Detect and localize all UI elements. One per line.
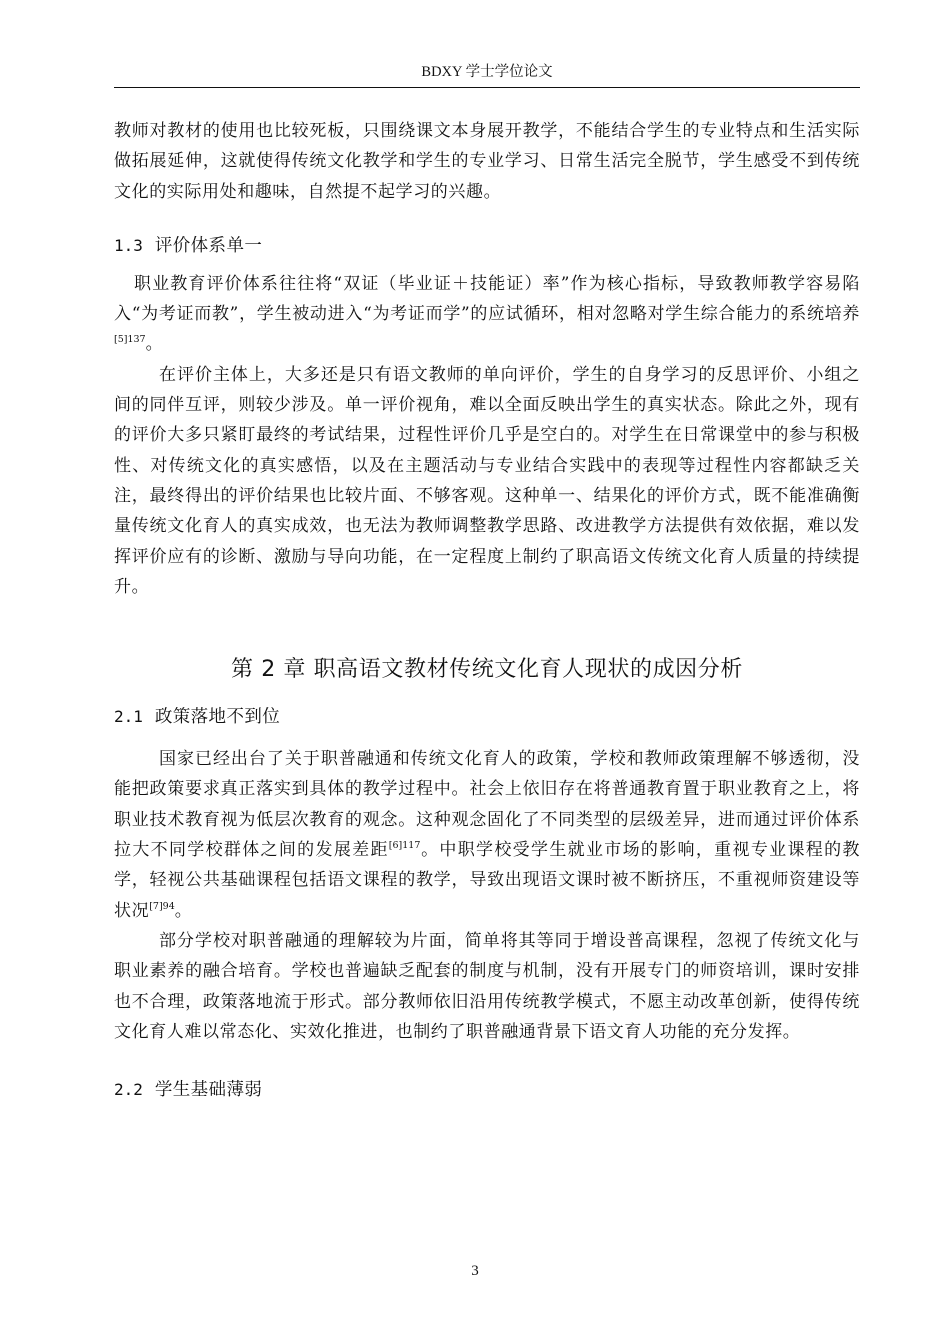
- paragraph-text: 职业教育评价体系往往将“双证（毕业证＋技能证）率”作为核心指标，导致教师教学容易陷入“为考证而教”，学生被动进入“为考证而学”的应试循环，相对忽略对学生综合能力的系统培养: [114, 273, 860, 325]
- paragraph-text: 。: [145, 334, 164, 355]
- citation: [7]94: [149, 900, 175, 912]
- page-body: [114, 116, 860, 1103]
- section-heading-2-2: [114, 1077, 860, 1103]
- paragraph-policy: [114, 744, 860, 926]
- section-number: 2.1: [114, 707, 143, 727]
- paragraph-text: 。: [174, 900, 193, 921]
- citation: [5]137: [114, 334, 146, 346]
- section-heading-2-1: [114, 704, 860, 730]
- paragraph-continuation: 教师对教材的使用也比较死板，只围绕课文本身展开教学，不能结合学生的专业特点和生活实际做拓展延伸，这就使得传统文化教学和学生的专业学习、日常生活完全脱节，学生感受不到传统文化的实际用处和趣味，自然提不起学习的兴趣。: [114, 121, 860, 202]
- page-number: 3: [471, 1263, 479, 1279]
- running-header: BDXY 学士学位论文: [421, 64, 553, 80]
- section-number: 2.2: [114, 1080, 143, 1100]
- paragraph-evaluation-intro: [114, 269, 860, 360]
- paragraph-policy-2: 部分学校对职普融通的理解较为片面，简单将其等同于增设普高课程，忽视了传统文化与职业素养的融合培育。学校也普遍缺乏配套的制度与机制，没有开展专门的师资培训，课时安排也不合理，政策落地流于形式。部分教师依旧沿用传统教学模式，不愿主动改革创新，使得传统文化育人难以常态化、实效化推进，也制约了职普融通背景下语文育人功能的充分发挥。: [114, 930, 860, 1042]
- paragraph-text: 国家已经出台了关于职普融通和传统文化育人的政策，学校和教师政策理解不够透彻，没能把政策要求真正落实到具体的教学过程中。社会上依旧存在将普通教育置于职业教育之上，将职业技术教育视为低层次教育的观念。这种观念固化了不同类型的层级差异，进而通过评价体系拉大不同学校群体之间的发展差距: [114, 749, 860, 861]
- section-number: 1.3: [114, 235, 143, 255]
- chapter-heading: 第 2 章 职高语文教材传统文化育人现状的成因分析: [231, 657, 743, 683]
- paragraph-text: 。中职学校受学生就业市场的影响，重视专业课程的教学，轻视公共基础课程包括语文课程的教学，导致出现语文课时被不断挤压，不重视师资建设等状况: [114, 840, 861, 921]
- citation: [6]117: [388, 840, 421, 852]
- header-rule: [114, 87, 860, 88]
- section-title: 学生基础薄弱: [154, 1080, 263, 1101]
- section-title: 评价体系单一: [154, 235, 263, 256]
- section-title: 政策落地不到位: [154, 707, 281, 728]
- section-heading-1-3: [114, 233, 860, 259]
- paragraph-evaluation-body: 在评价主体上，大多还是只有语文教师的单向评价，学生的自身学习的反思评价、小组之间的同伴互评，则较少涉及。单一评价视角，难以全面反映出学生的真实状态。除此之外，现有的评价大多只紧盯最终的考试结果，过程性评价几乎是空白的。对学生在日常课堂中的参与积极性、对传统文化的真实感悟，以及在主题活动与专业结合实践中的表现等过程性内容都缺乏关注，最终得出的评价结果也比较片面、不够客观。这种单一、结果化的评价方式，既不能准确衡量传统文化育人的真实成效，也无法为教师调整教学思路、改进教学方法提供有效依据，难以发挥评价应有的诊断、激励与导向功能，在一定程度上制约了职高语文传统文化育人质量的持续提升。: [114, 364, 860, 597]
